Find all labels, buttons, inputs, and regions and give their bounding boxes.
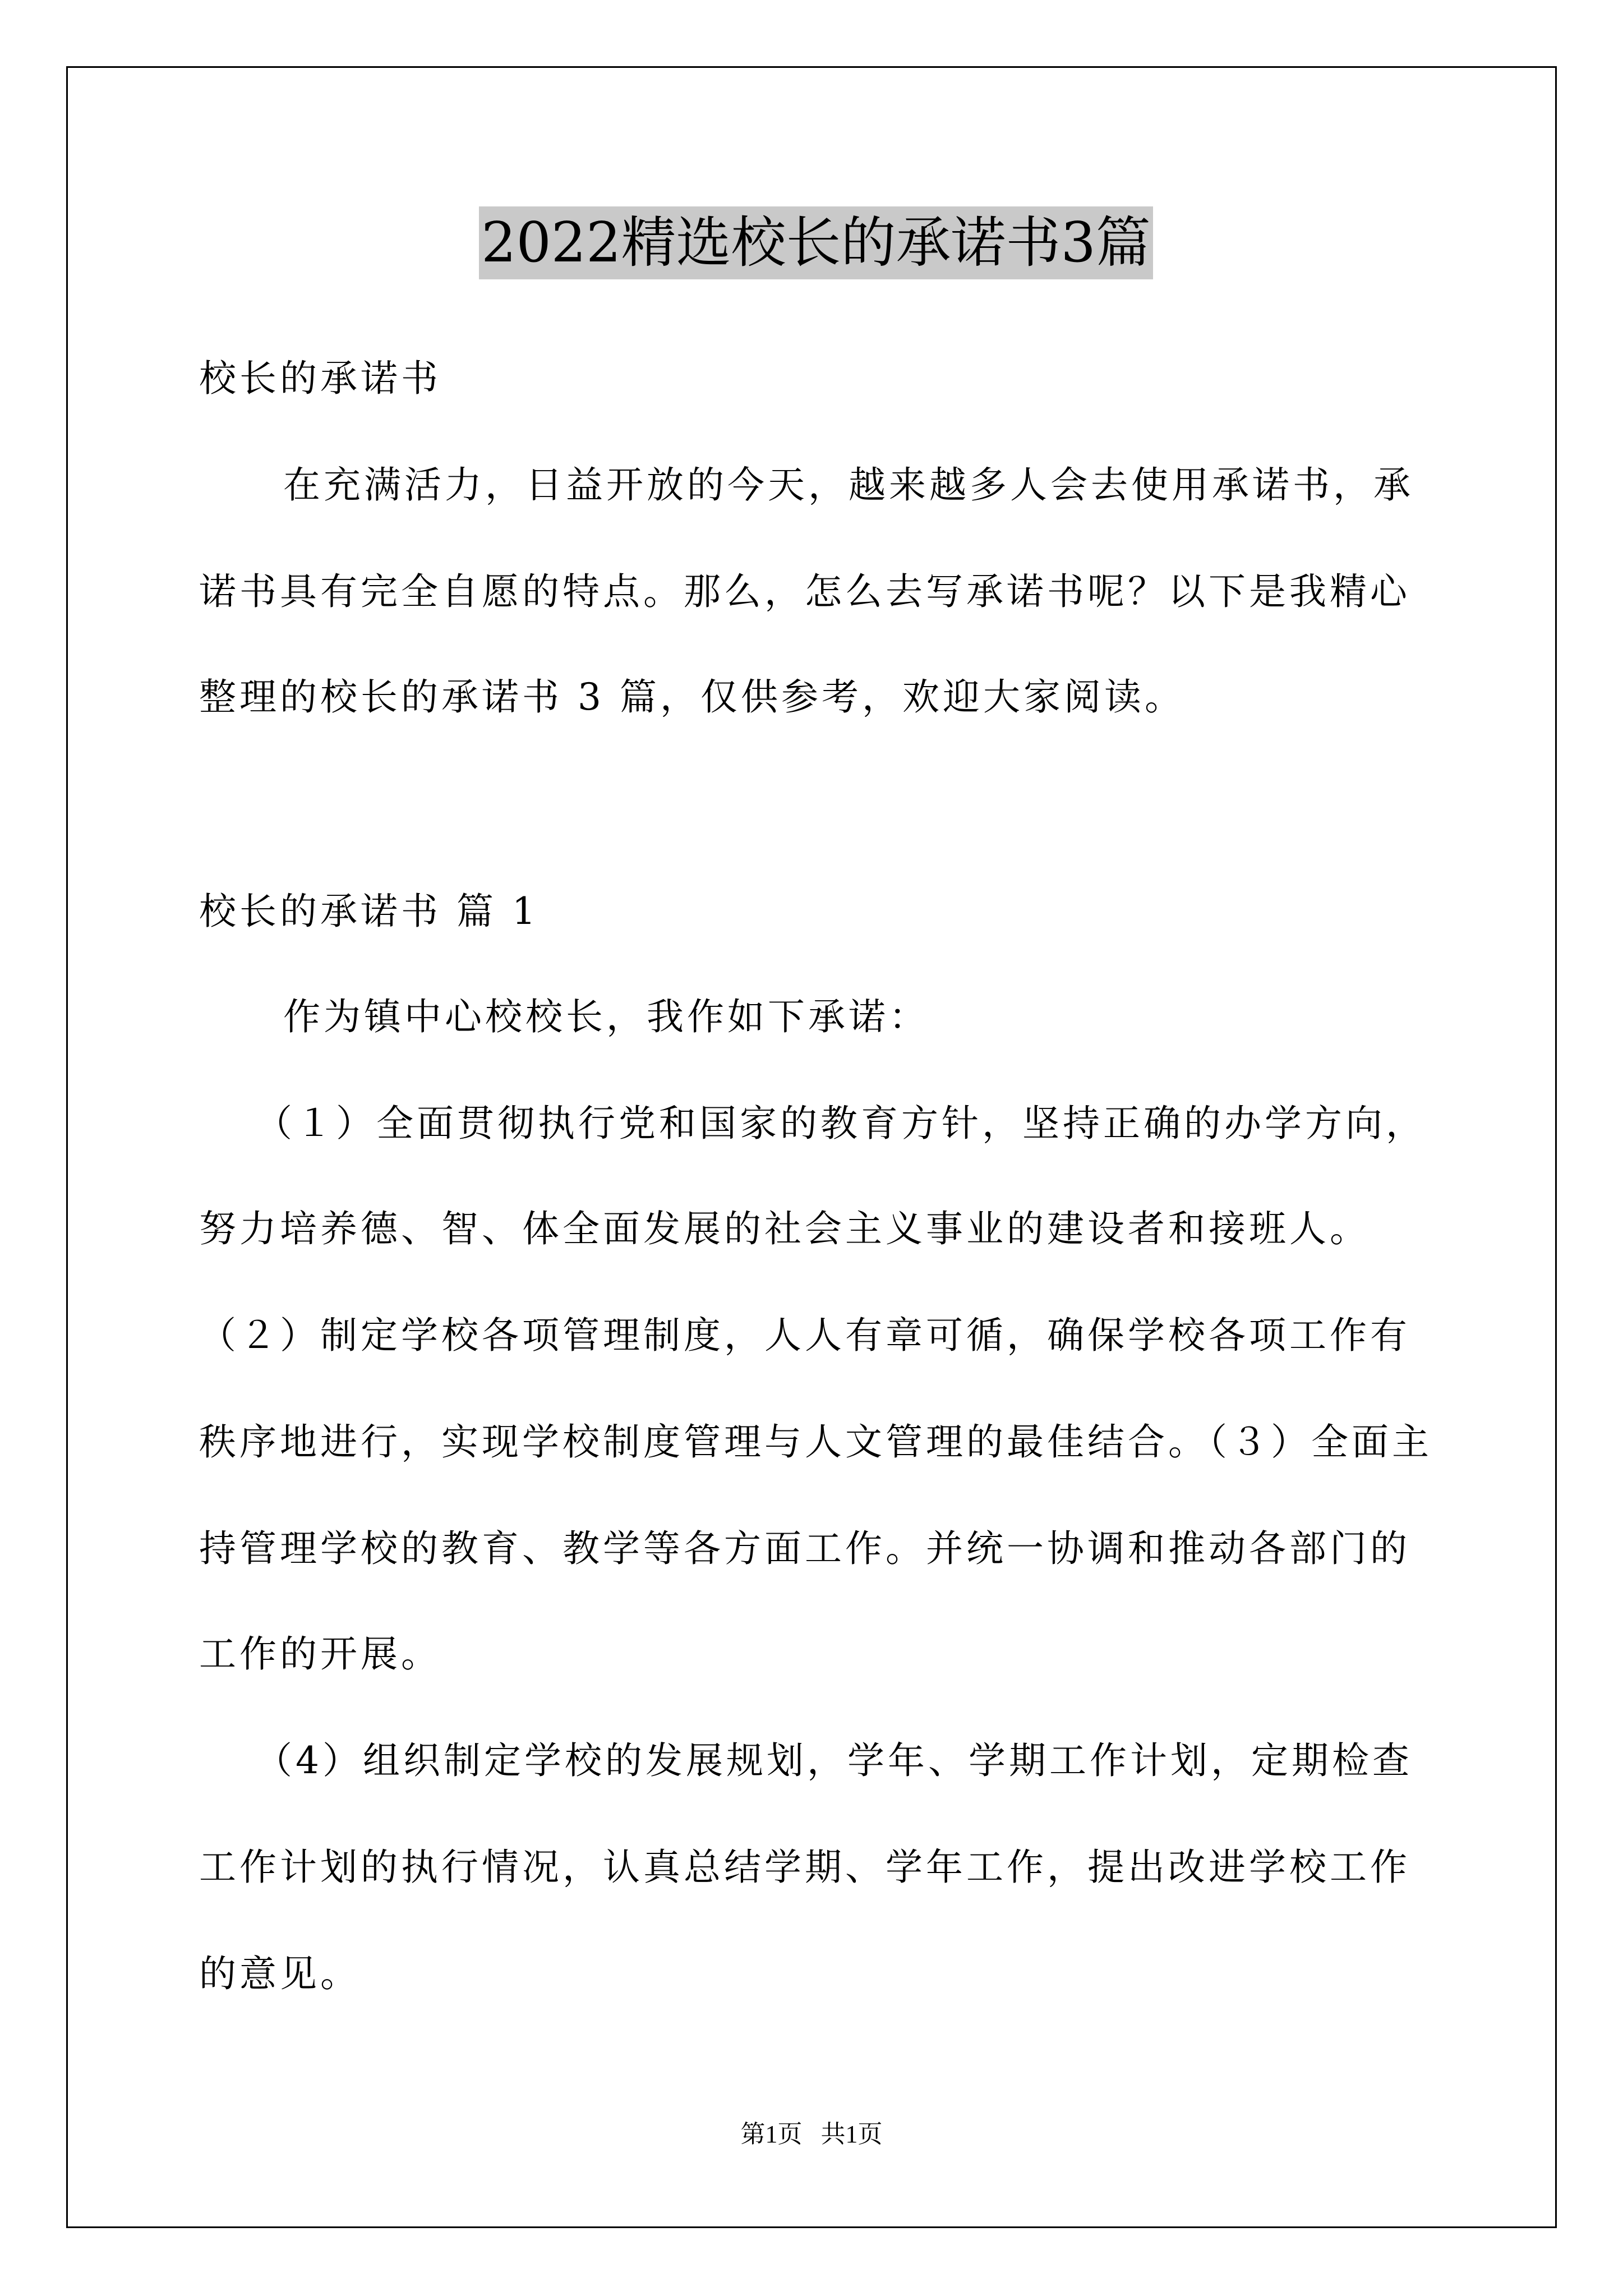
paragraph-line: 整理的校长的承诺书 3 篇，仅供参考，欢迎大家阅读。 — [199, 675, 1185, 719]
section-heading: 校长的承诺书 篇 1 — [199, 890, 539, 933]
paragraph-line: 在充满活力，日益开放的今天，越来越多人会去使用承诺书，承 — [283, 463, 1414, 507]
paragraph-line: 努力培养德、智、体全面发展的社会主义事业的建设者和接班人。 — [199, 1207, 1370, 1250]
paragraph-line: 的意见。 — [199, 1952, 361, 1995]
paragraph-line: （１）全面贯彻执行党和国家的教育方针，坚持正确的办学方向， — [255, 1102, 1426, 1145]
paragraph-line: 诺书具有完全自愿的特点。那么，怎么去写承诺书呢？以下是我精心 — [199, 570, 1410, 613]
paragraph-line: 持管理学校的教育、教学等各方面工作。并统一协调和推动各部门的 — [199, 1527, 1410, 1570]
paragraph-line: 作为镇中心校校长，我作如下承诺： — [283, 995, 929, 1038]
paragraph-line: 工作的开展。 — [199, 1632, 441, 1676]
paragraph-line: （4）组织制定学校的发展规划，学年、学期工作计划，定期检查 — [255, 1739, 1413, 1782]
document-title: 2022精选校长的承诺书3篇 — [479, 206, 1153, 279]
title-container — [199, 206, 1433, 279]
paragraph-line: 秩序地进行，实现学校制度管理与人文管理的最佳结合。（３）全面主 — [199, 1420, 1432, 1464]
paragraph-line: （２）制定学校各项管理制度，人人有章可循，确保学校各项工作有 — [199, 1314, 1410, 1357]
section-heading: 校长的承诺书 — [199, 357, 441, 400]
page-footer: 第1页 共1页 — [740, 2120, 883, 2148]
paragraph-line: 工作计划的执行情况，认真总结学期、学年工作，提出改进学校工作 — [199, 1846, 1410, 1889]
